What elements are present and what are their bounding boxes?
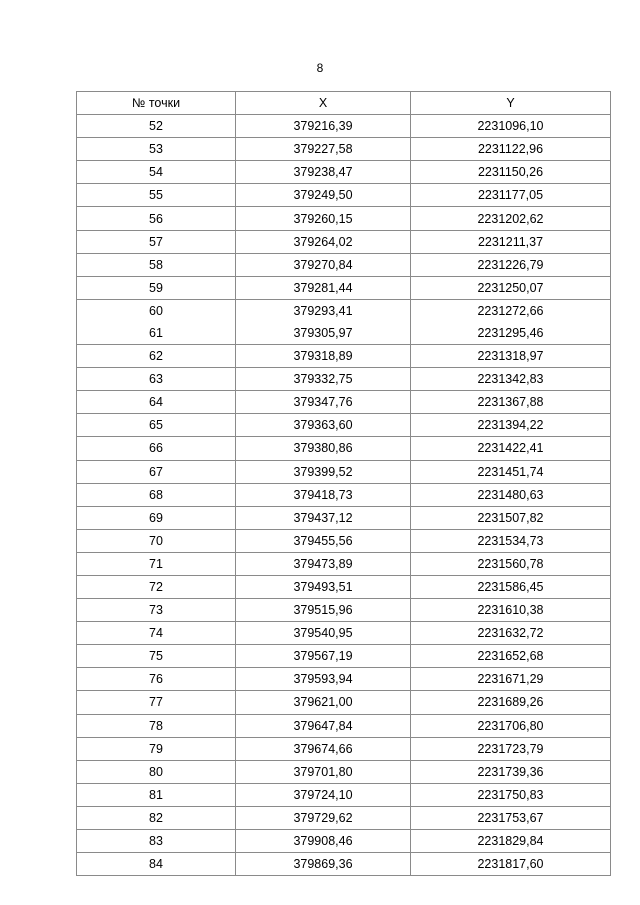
table-row [77, 714, 611, 737]
cell-y: 2231122,96 [411, 138, 611, 161]
cell-y: 2231739,36 [411, 760, 611, 783]
cell-point-number: 52 [77, 115, 236, 138]
cell-y: 2231250,07 [411, 276, 611, 299]
cell-point-number: 75 [77, 645, 236, 668]
cell-x: 379729,62 [236, 806, 411, 829]
cell-point-number: 58 [77, 253, 236, 276]
cell-y: 2231367,88 [411, 391, 611, 414]
cell-x: 379305,97 [236, 322, 411, 345]
table-row [77, 115, 611, 138]
table-row [77, 552, 611, 575]
cell-point-number: 55 [77, 184, 236, 207]
cell-x: 379347,76 [236, 391, 411, 414]
table-row [77, 161, 611, 184]
cell-x: 379260,15 [236, 207, 411, 230]
cell-x: 379264,02 [236, 230, 411, 253]
cell-point-number: 57 [77, 230, 236, 253]
cell-y: 2231706,80 [411, 714, 611, 737]
cell-point-number: 66 [77, 437, 236, 460]
table-row [77, 345, 611, 368]
cell-x: 379238,47 [236, 161, 411, 184]
cell-x: 379249,50 [236, 184, 411, 207]
cell-x: 379567,19 [236, 645, 411, 668]
cell-y: 2231586,45 [411, 575, 611, 598]
cell-y: 2231689,26 [411, 691, 611, 714]
cell-x: 379399,52 [236, 460, 411, 483]
cell-point-number: 64 [77, 391, 236, 414]
table-row [77, 599, 611, 622]
cell-x: 379455,56 [236, 529, 411, 552]
cell-point-number: 68 [77, 483, 236, 506]
table-row [77, 760, 611, 783]
cell-x: 379281,44 [236, 276, 411, 299]
table-row [77, 414, 611, 437]
table-row [77, 806, 611, 829]
table-row [77, 391, 611, 414]
table-row [77, 483, 611, 506]
cell-y: 2231211,37 [411, 230, 611, 253]
cell-x: 379293,41 [236, 299, 411, 322]
cell-y: 2231342,83 [411, 368, 611, 391]
cell-point-number: 73 [77, 599, 236, 622]
cell-y: 2231226,79 [411, 253, 611, 276]
cell-point-number: 82 [77, 806, 236, 829]
table-row [77, 645, 611, 668]
cell-x: 379318,89 [236, 345, 411, 368]
cell-x: 379437,12 [236, 506, 411, 529]
cell-x: 379593,94 [236, 668, 411, 691]
cell-y: 2231750,83 [411, 783, 611, 806]
table-row [77, 437, 611, 460]
cell-point-number: 60 [77, 299, 236, 322]
table-row [77, 853, 611, 876]
cell-y: 2231394,22 [411, 414, 611, 437]
header-x: X [236, 92, 411, 115]
header-point-number: № точки [77, 92, 236, 115]
cell-point-number: 70 [77, 529, 236, 552]
table-row [77, 622, 611, 645]
table-row [77, 460, 611, 483]
cell-x: 379515,96 [236, 599, 411, 622]
cell-x: 379724,10 [236, 783, 411, 806]
cell-x: 379540,95 [236, 622, 411, 645]
cell-point-number: 69 [77, 506, 236, 529]
cell-y: 2231632,72 [411, 622, 611, 645]
table-row [77, 368, 611, 391]
cell-y: 2231560,78 [411, 552, 611, 575]
cell-y: 2231096,10 [411, 115, 611, 138]
cell-x: 379363,60 [236, 414, 411, 437]
cell-y: 2231753,67 [411, 806, 611, 829]
cell-point-number: 54 [77, 161, 236, 184]
cell-x: 379473,89 [236, 552, 411, 575]
cell-point-number: 72 [77, 575, 236, 598]
cell-y: 2231671,29 [411, 668, 611, 691]
cell-y: 2231610,38 [411, 599, 611, 622]
cell-x: 379908,46 [236, 830, 411, 853]
cell-x: 379621,00 [236, 691, 411, 714]
table-row [77, 253, 611, 276]
cell-y: 2231534,73 [411, 529, 611, 552]
cell-point-number: 79 [77, 737, 236, 760]
table-row [77, 184, 611, 207]
cell-point-number: 74 [77, 622, 236, 645]
cell-y: 2231451,74 [411, 460, 611, 483]
table-row [77, 668, 611, 691]
cell-x: 379216,39 [236, 115, 411, 138]
cell-y: 2231507,82 [411, 506, 611, 529]
table-row [77, 276, 611, 299]
coordinates-table [76, 91, 611, 876]
cell-x: 379332,75 [236, 368, 411, 391]
table-row [77, 529, 611, 552]
cell-point-number: 81 [77, 783, 236, 806]
cell-y: 2231272,66 [411, 299, 611, 322]
table-row [77, 691, 611, 714]
cell-point-number: 83 [77, 830, 236, 853]
cell-y: 2231652,68 [411, 645, 611, 668]
page-number: 8 [316, 61, 324, 75]
table-row [77, 737, 611, 760]
table-row [77, 322, 611, 345]
table-body [77, 115, 611, 876]
cell-point-number: 77 [77, 691, 236, 714]
cell-y: 2231422,41 [411, 437, 611, 460]
cell-point-number: 78 [77, 714, 236, 737]
header-y: Y [411, 92, 611, 115]
table-header-row [77, 92, 611, 115]
cell-y: 2231318,97 [411, 345, 611, 368]
cell-y: 2231150,26 [411, 161, 611, 184]
table-row [77, 783, 611, 806]
cell-x: 379493,51 [236, 575, 411, 598]
cell-y: 2231295,46 [411, 322, 611, 345]
table-row [77, 506, 611, 529]
cell-y: 2231829,84 [411, 830, 611, 853]
cell-point-number: 84 [77, 853, 236, 876]
cell-x: 379270,84 [236, 253, 411, 276]
cell-y: 2231202,62 [411, 207, 611, 230]
cell-y: 2231177,05 [411, 184, 611, 207]
cell-point-number: 80 [77, 760, 236, 783]
cell-point-number: 67 [77, 460, 236, 483]
cell-y: 2231817,60 [411, 853, 611, 876]
cell-x: 379674,66 [236, 737, 411, 760]
cell-point-number: 61 [77, 322, 236, 345]
table-row [77, 299, 611, 322]
cell-y: 2231480,63 [411, 483, 611, 506]
cell-x: 379869,36 [236, 853, 411, 876]
cell-point-number: 56 [77, 207, 236, 230]
cell-x: 379380,86 [236, 437, 411, 460]
cell-point-number: 65 [77, 414, 236, 437]
cell-point-number: 63 [77, 368, 236, 391]
cell-point-number: 71 [77, 552, 236, 575]
table-row [77, 830, 611, 853]
cell-point-number: 76 [77, 668, 236, 691]
table-row [77, 575, 611, 598]
cell-x: 379701,80 [236, 760, 411, 783]
cell-x: 379227,58 [236, 138, 411, 161]
cell-point-number: 62 [77, 345, 236, 368]
cell-point-number: 53 [77, 138, 236, 161]
cell-point-number: 59 [77, 276, 236, 299]
table-row [77, 138, 611, 161]
table-row [77, 207, 611, 230]
table-row [77, 230, 611, 253]
cell-x: 379418,73 [236, 483, 411, 506]
cell-x: 379647,84 [236, 714, 411, 737]
cell-y: 2231723,79 [411, 737, 611, 760]
